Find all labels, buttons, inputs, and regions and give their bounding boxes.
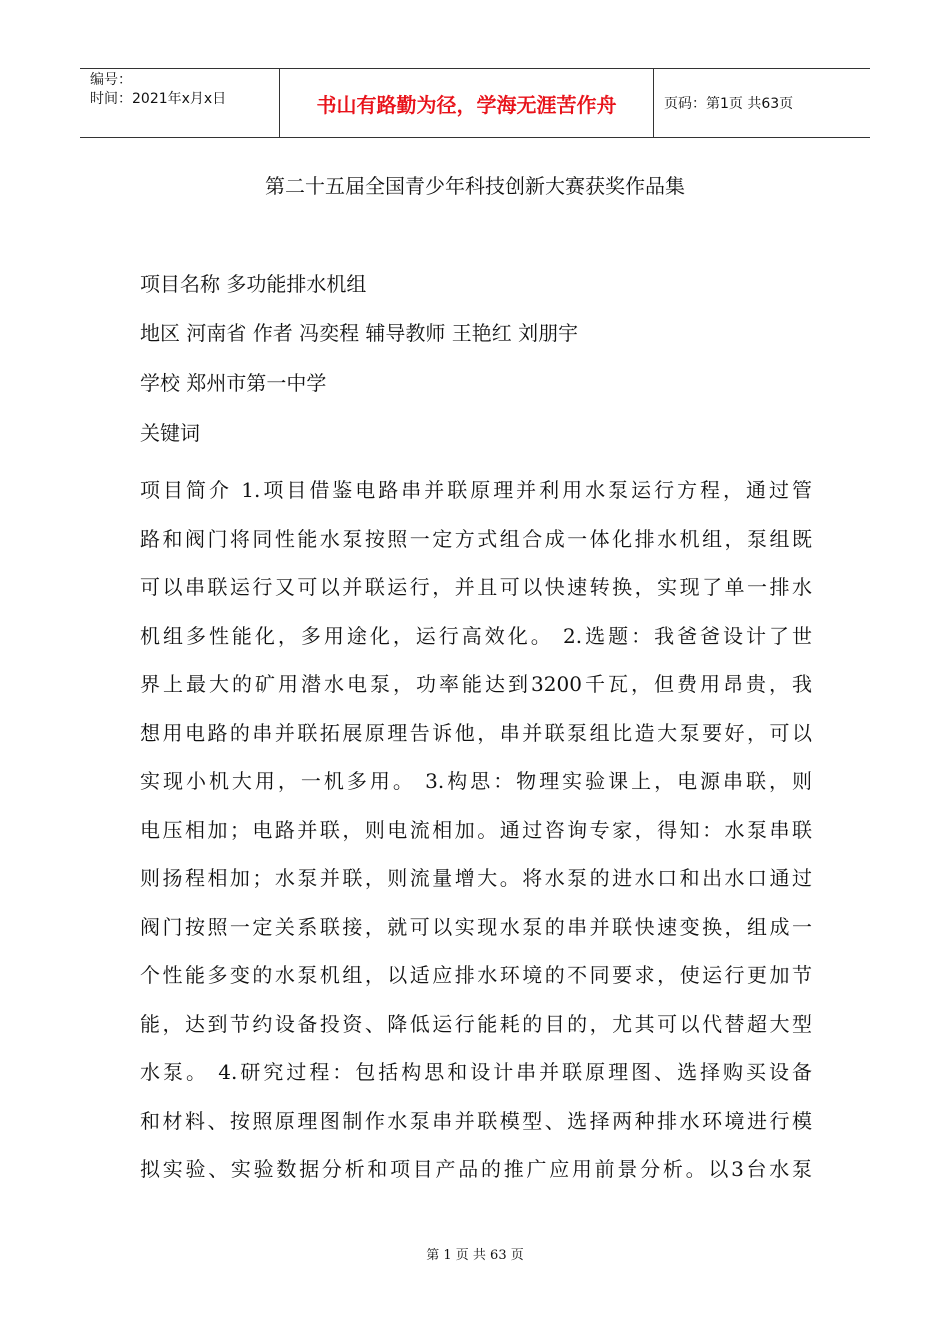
body-line: 界上最大的矿用潜水电泵，功率能达到3200千瓦，但费用昂贵，我 xyxy=(140,672,812,696)
body-line: 机组多性能化，多用途化，运行高效化。 2.选题：我爸爸设计了世 xyxy=(140,623,812,648)
body-line: 路和阀门将同性能水泵按照一定方式组合成一体化排水机组，泵组既 xyxy=(140,526,812,551)
body-line: 则扬程相加；水泵并联，则流量增大。将水泵的进水口和出水口通过 xyxy=(140,866,812,890)
header-motto: 书山有路勤为径，学海无涯苦作舟 xyxy=(280,69,654,137)
body-line: 电压相加；电路并联，则电流相加。通过咨询专家，得知：水泵串联 xyxy=(140,817,812,842)
body-line: 想用电路的串并联拓展原理告诉他，串并联泵组比造大泵要好，可以 xyxy=(140,720,812,745)
keywords-line: 关键词 xyxy=(140,421,200,445)
school-line: 学校 郑州市第一中学 xyxy=(140,371,327,395)
document-title: 第二十五届全国青少年科技创新大赛获奖作品集 xyxy=(265,174,685,198)
body-line: 和材料、按照原理图制作水泵串并联模型、选择两种排水环境进行模 xyxy=(140,1108,812,1133)
body-line: 拟实验、实验数据分析和项目产品的推广应用前景分析。以3台水泵 xyxy=(140,1157,812,1181)
body-line: 水泵。 4.研究过程：包括构思和设计串并联原理图、选择购买设备 xyxy=(140,1060,812,1084)
page-header xyxy=(80,68,870,138)
body-line: 可以串联运行又可以并联运行，并且可以快速转换，实现了单一排水 xyxy=(140,575,812,599)
header-page-info: 页码：第1页 共63页 xyxy=(664,96,794,112)
body-line: 个性能多变的水泵机组，以适应排水环境的不同要求，使运行更加节 xyxy=(140,963,812,987)
body-line: 实现小机大用，一机多用。 3.构思：物理实验课上，电源串联，则 xyxy=(140,769,812,793)
project-summary-body xyxy=(140,466,812,1194)
body-line: 能，达到节约设备投资、降低运行能耗的目的，尤其可以代替超大型 xyxy=(140,1011,812,1036)
document-number-label: 编号： xyxy=(90,72,132,88)
document-time-label: 时间：2021年x月x日 xyxy=(90,91,227,107)
body-line: 阀门按照一定关系联接，就可以实现水泵的串并联快速变换，组成一 xyxy=(140,914,812,939)
header-meta-cell xyxy=(80,69,280,137)
body-line: 项目简介 1.项目借鉴电路串并联原理并利用水泵运行方程，通过管 xyxy=(140,478,812,502)
region-author-line: 地区 河南省 作者 冯奕程 辅导教师 王艳红 刘朋宇 xyxy=(140,321,579,345)
page-footer: 第 1 页 共 63 页 xyxy=(426,1248,524,1263)
project-name-line: 项目名称 多功能排水机组 xyxy=(140,272,367,296)
